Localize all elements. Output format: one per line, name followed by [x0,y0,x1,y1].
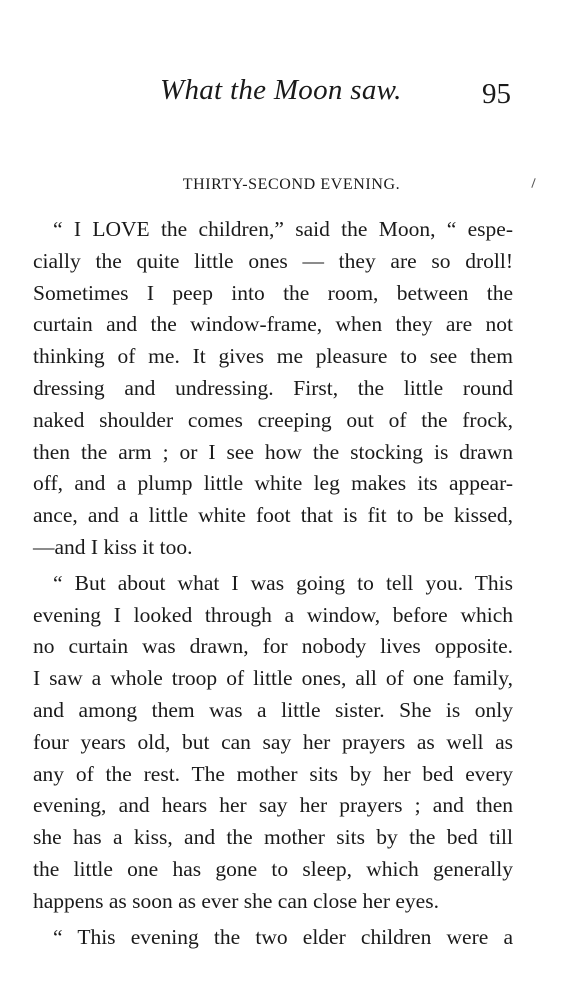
text-line: “ But about what I was going to tell you. This [53,570,513,595]
text-line: she has a kiss, and the mother sits by the bed till [33,825,513,850]
text-line: off, and a plump little white leg makes its appear- [33,471,513,496]
text-line: “ This evening the two elder children were a [53,924,513,949]
text-line: evening I looked through a window, before which [33,602,513,627]
text-line: —and I kiss it too. [33,534,193,559]
text-line: the little one has gone to sleep, which generally [33,856,513,881]
text-line: naked shoulder comes creeping out of the frock, [33,407,513,432]
text-line: cially the quite little ones — they are so droll! [33,248,513,273]
text-line: four years old, but can say her prayers as well as [33,729,513,754]
text-line: I saw a whole troop of little ones, all of one family, [33,666,513,691]
running-head [0,74,583,114]
text-line: happens as soon as ever she can close her eyes. [33,888,439,913]
body-text [33,214,513,953]
text-line: and among them was a little sister. She is only [33,697,513,722]
text-line: any of the rest. The mother sits by her bed every [33,761,513,786]
text-line: “ I LOVE the children,” said the Moon, “ espe- [53,217,513,241]
text-line: ance, and a little white foot that is fit to be kissed, [33,503,513,528]
page-number: 95 [482,78,511,110]
text-line: curtain and the window-frame, when they are not [33,312,513,337]
text-line: Sometimes I peep into the room, between the [33,280,513,305]
running-title: What the Moon saw. [160,74,402,106]
text-line: then the arm ; or I see how the stocking is drawn [33,439,513,464]
section-heading: THIRTY-SECOND EVENING. [182,176,401,193]
text-line: dressing and undressing. First, the little round [33,375,513,400]
text-line: thinking of me. It gives me pleasure to see them [33,344,513,369]
text-line: evening, and hears her say her prayers ; and then [33,793,513,818]
text-line: no curtain was drawn, for nobody lives opposite. [33,634,513,659]
